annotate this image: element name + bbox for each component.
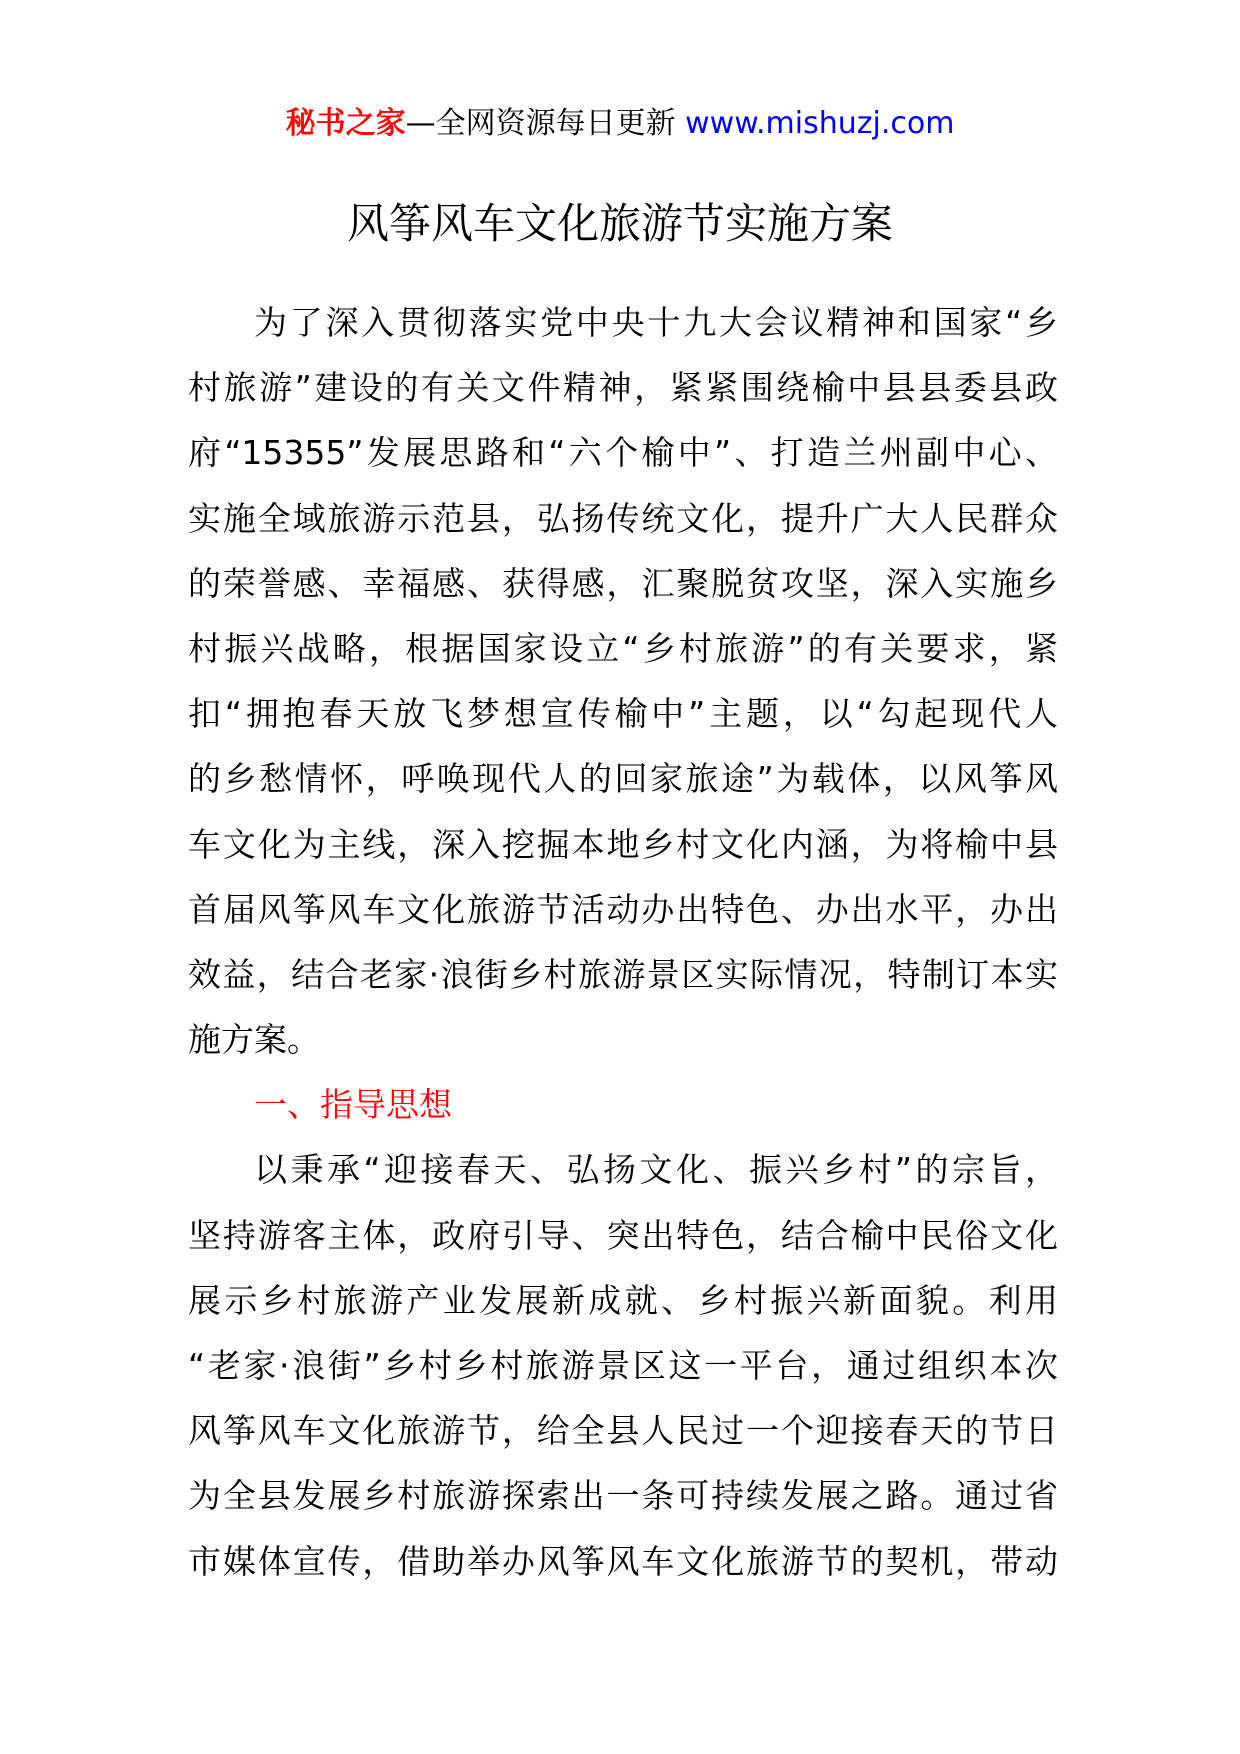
paragraph-line: 的乡愁情怀，呼唤现代人的回家旅途”为载体，以风筝风 (188, 759, 1058, 799)
paragraph-line: 村振兴战略，根据国家设立“乡村旅游”的有关要求，紧 (188, 628, 1058, 668)
paragraph-line: 村旅游”建设的有关文件精神，紧紧围绕榆中县县委县政 (188, 368, 1058, 408)
brand-name: 秘书之家 (285, 106, 406, 141)
paragraph-line: 车文化为主线，深入挖掘本地乡村文化内涵，为将榆中县 (188, 824, 1058, 864)
document-body (188, 290, 1058, 1594)
paragraph-line: 的荣誉感、幸福感、获得感，汇聚脱贫攻坚，深入实施乡 (188, 563, 1058, 603)
paragraph-line: 效益，结合老家·浪街乡村旅游景区实际情况，特制订本实 (188, 954, 1058, 994)
page-header (0, 104, 1240, 144)
paragraph-line: 风筝风车文化旅游节，给全县人民过一个迎接春天的节日 (188, 1411, 1058, 1451)
document-title: 风筝风车文化旅游节实施方案 (346, 199, 893, 248)
paragraph-line: 以秉承“迎接春天、弘扬文化、振兴乡村”的宗旨， (254, 1150, 1058, 1190)
website-link[interactable]: www.mishuzj.com (685, 106, 955, 141)
paragraph-line: 首届风筝风车文化旅游节活动办出特色、办出水平，办出 (188, 889, 1058, 929)
paragraph-line: 施方案。 (188, 1020, 320, 1060)
paragraph-line: 扣“拥抱春天放飞梦想宣传榆中”主题，以“勾起现代人 (188, 694, 1058, 734)
paragraph-line: 实施全域旅游示范县，弘扬传统文化，提升广大人民群众 (188, 498, 1058, 538)
paragraph-line: 坚持游客主体，政府引导、突出特色，结合榆中民俗文化 (188, 1215, 1058, 1255)
paragraph-line: 为了深入贯彻落实党中央十九大会议精神和国家“乡 (254, 303, 1058, 342)
header-tagline: —全网资源每日更新 (405, 106, 686, 141)
paragraph-line: “老家·浪街”乡村乡村旅游景区这一平台，通过组织本次 (188, 1346, 1058, 1385)
paragraph-line: 府“15355”发展思路和“六个榆中”、打造兰州副中心、 (188, 433, 1058, 473)
paragraph-line: 市媒体宣传，借助举办风筝风车文化旅游节的契机，带动 (188, 1541, 1058, 1581)
paragraph-line: 展示乡村旅游产业发展新成就、乡村振兴新面貌。利用 (188, 1280, 1058, 1320)
paragraph-line: 为全县发展乡村旅游探索出一条可持续发展之路。通过省 (188, 1476, 1058, 1516)
section-heading: 一、指导思想 (254, 1085, 452, 1125)
